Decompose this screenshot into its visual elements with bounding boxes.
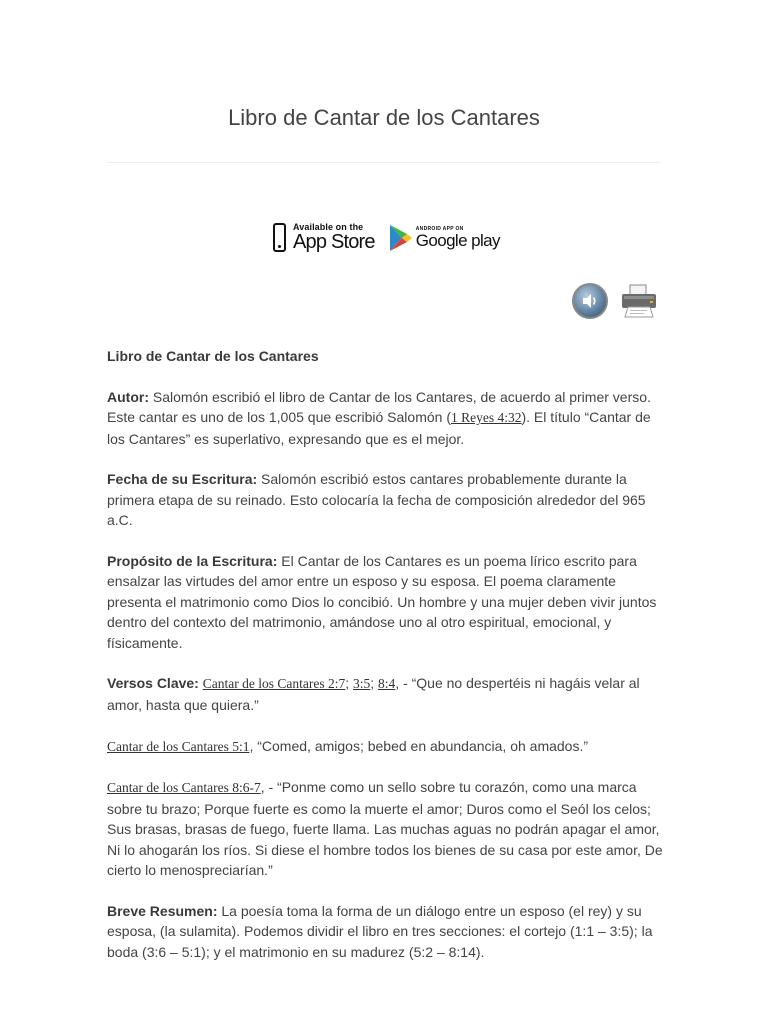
ref-8-4[interactable]: 8:4	[378, 676, 396, 692]
versos-sep-1: ;	[345, 675, 353, 692]
verso3-text: , - “Ponme como un sello sobre tu corazón, como una marca sobre tu brazo; Porque fuerte es como la muerte el amor; Duros como el Seól los celos; Sus brasas, brasas de fuego, fuerte llama. Las muchas aguas no podrán apagar el amor, Ni lo ahogarán los ríos. Si diese el hombre todos los bienes de su casa por este amor, De cierto lo menospreciarían.”	[107, 779, 663, 879]
resumen-label: Breve Resumen:	[107, 902, 218, 919]
article-heading: Libro de Cantar de los Cantares	[107, 348, 319, 364]
ref-cantares-8-6-7[interactable]: Cantar de los Cantares 8:6-7	[107, 780, 261, 796]
verso3-paragraph	[107, 777, 663, 880]
page-title: Libro de Cantar de los Cantares	[228, 104, 540, 130]
resumen-text: La poesía toma la forma de un diálogo entre un esposo (el rey) y su esposa, (la sulamita). Podemos dividir el libro en tres secciones: el cortejo (1:1 – 3:5); la boda (3:6 – 5:1); y el matrimonio en su madurez (5:2 – 8:14).	[107, 902, 653, 960]
google-play-badge[interactable]	[389, 224, 500, 252]
versos-label: Versos Clave:	[107, 675, 199, 692]
fecha-label: Fecha de su Escritura:	[107, 471, 258, 488]
google-play-icon	[389, 224, 413, 252]
store-badges	[273, 223, 500, 252]
autor-text-2: ). El título “Cantar de los Cantares” es superlativo, expresando que es el mejor.	[107, 409, 651, 447]
ref-3-5[interactable]: 3:5	[352, 676, 371, 692]
ref-cantares-2-7[interactable]: Cantar de los Cantares 2:7	[202, 676, 346, 692]
proposito-label: Propósito de la Escritura:	[107, 553, 278, 570]
proposito-text: El Cantar de los Cantares es un poema lírico escrito para ensalzar las virtudes del amor entre un esposo y su esposa. El poema claramente presenta el matrimonio como Dios lo concibió. Un hombre y una mujer deben vivir juntos dentro del contexto del matrimonio, amándose uno al otro espiritual, emocional, y físicamente.	[107, 553, 657, 651]
autor-text-1: Salomón escribió el libro de Cantar de los Cantares, de acuerdo al primer verso. Este cantar es uno de los 1,005 que escribió Salomón (	[107, 388, 651, 426]
ref-cantares-5-1[interactable]: Cantar de los Cantares 5:1	[107, 738, 250, 754]
ref-1-reyes-4-32[interactable]: 1 Reyes 4:32	[450, 410, 522, 426]
google-play-big-text: Google play	[415, 230, 500, 250]
resumen-paragraph	[107, 901, 663, 962]
versos-paragraph	[107, 673, 663, 715]
printer-icon[interactable]	[620, 283, 658, 319]
autor-paragraph	[107, 387, 663, 449]
app-store-big-text: App Store	[293, 231, 375, 253]
versos-text: , - “Que no despertéis ni hagáis velar al amor, hasta que quiera.”	[107, 675, 640, 713]
app-store-badge[interactable]	[273, 223, 375, 252]
verso2-paragraph	[107, 736, 663, 757]
google-play-small-text: ANDROID APP ON	[415, 225, 464, 232]
autor-label: Autor:	[107, 388, 149, 405]
proposito-paragraph	[107, 551, 663, 653]
app-store-small-text: Available on the	[293, 222, 364, 232]
article-body	[107, 346, 663, 982]
verso2-text: , “Comed, amigos; bebed en abundancia, oh amados.”	[249, 737, 589, 754]
fecha-text: Salomón escribió estos cantares probablemente durante la primera etapa de su reinado. Esto colocaría la fecha de composición alrededor del 965 a.C.	[107, 471, 646, 529]
page-tools	[572, 283, 658, 319]
iphone-icon	[273, 223, 286, 252]
fecha-paragraph	[107, 469, 663, 530]
speaker-icon[interactable]	[572, 283, 608, 319]
title-divider	[107, 162, 660, 163]
versos-sep-2: ;	[370, 675, 379, 692]
